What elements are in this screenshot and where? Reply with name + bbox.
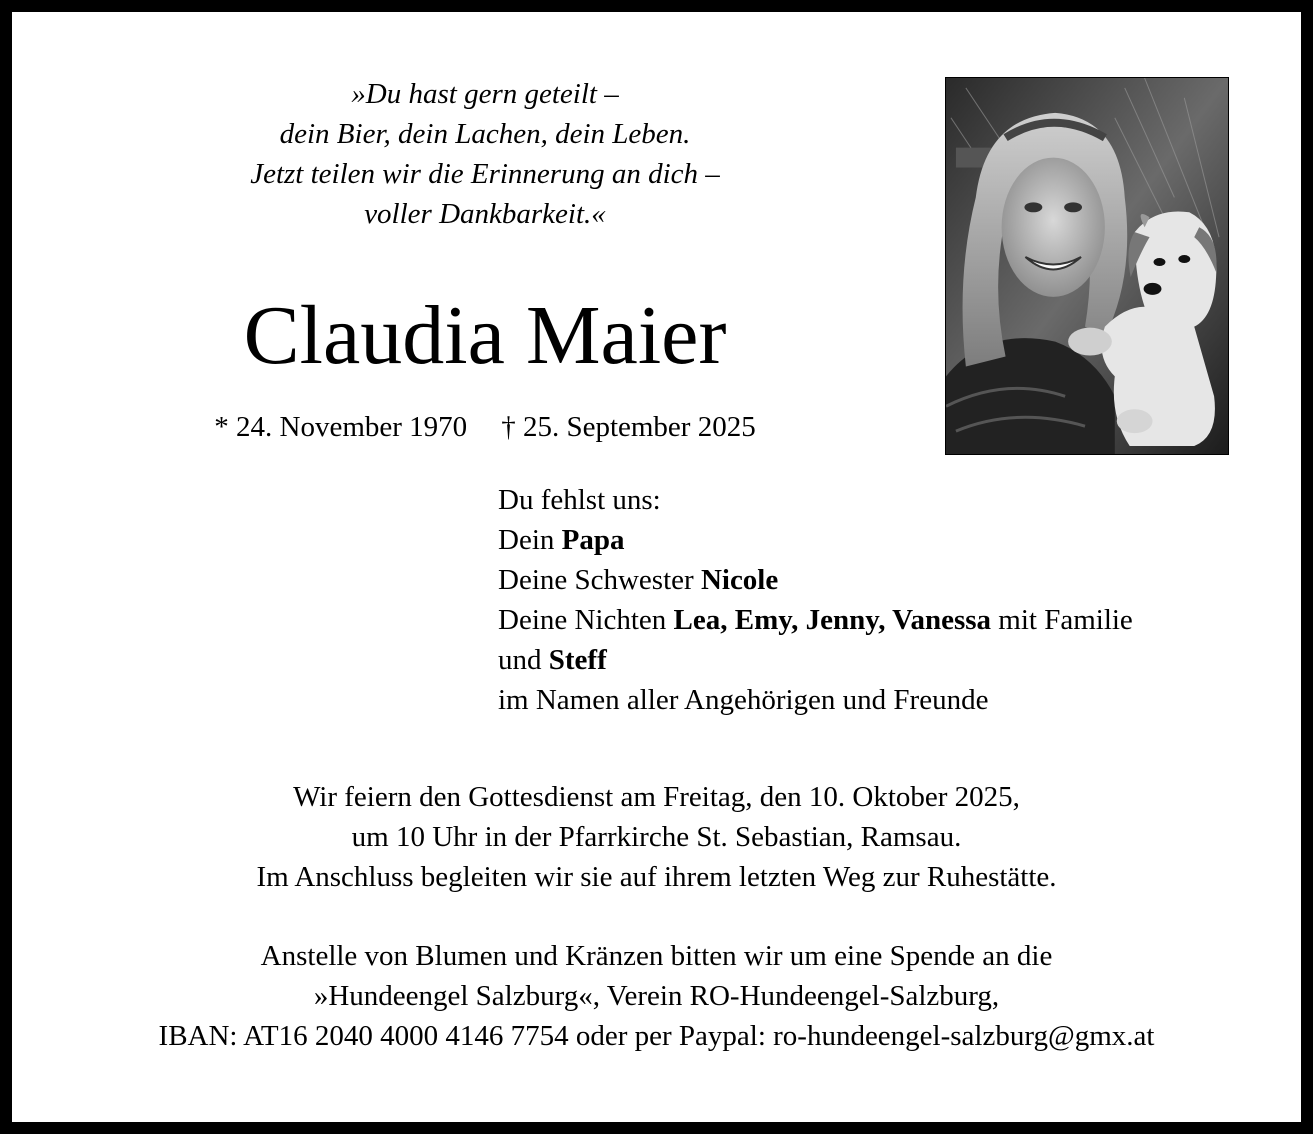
quote-line: »Du hast gern geteilt – [351,78,619,110]
service-line: Im Anschluss begleiten wir sie auf ihrem letzten Weg zur Ruhestätte. [256,861,1057,893]
quote-line: voller Dankbarkeit.« [364,198,606,230]
mourners-intro: Du fehlst uns: [498,484,661,516]
mourner-relation: Deine Schwester [498,564,701,596]
mourner-relation: und [498,644,549,676]
deceased-name: Claudia Maier [243,289,727,382]
mourner-name: Lea, Emy, Jenny, Vanessa [673,604,992,636]
service-line: um 10 Uhr in der Pfarrkirche St. Sebastian, Ramsau. [351,821,962,853]
quote-line: Jetzt teilen wir die Erinnerung an dich – [250,158,720,190]
mourner-relation: Deine Nichten [498,604,674,636]
mourner-name: Papa [561,524,625,556]
mourner-line [498,560,1258,600]
mourner-name: Steff [548,644,607,676]
service-line: Wir feiern den Gottesdienst am Freitag, den 10. Oktober 2025, [293,781,1020,813]
donation-info [40,936,1273,1056]
mourner-line [498,520,1258,560]
donation-line: »Hundeengel Salzburg«, Verein RO-Hundeengel-Salzburg, [313,980,1000,1012]
birth-date: * 24. November 1970 [214,411,468,443]
mourners-list [498,480,1258,720]
mourner-name: Nicole [700,564,779,596]
mourner-line [498,600,1258,640]
mourner-suffix: mit Familie [991,604,1133,636]
mourner-relation: Dein [498,524,562,556]
mourners-closing: im Namen aller Angehörigen und Freunde [498,684,989,716]
portrait-photo-image [946,78,1228,454]
donation-line: IBAN: AT16 2040 4000 4146 7754 oder per Paypal: ro-hundeengel-salzburg@gmx.at [158,1020,1155,1052]
mourner-line [498,640,1258,680]
portrait-photo [945,77,1229,455]
service-info [40,777,1273,897]
donation-line: Anstelle von Blumen und Kränzen bitten wir um eine Spende an die [260,940,1053,972]
death-date: † 25. September 2025 [501,411,756,443]
memorial-quote [150,74,820,234]
life-dates [120,407,850,447]
quote-line: dein Bier, dein Lachen, dein Leben. [279,118,691,150]
